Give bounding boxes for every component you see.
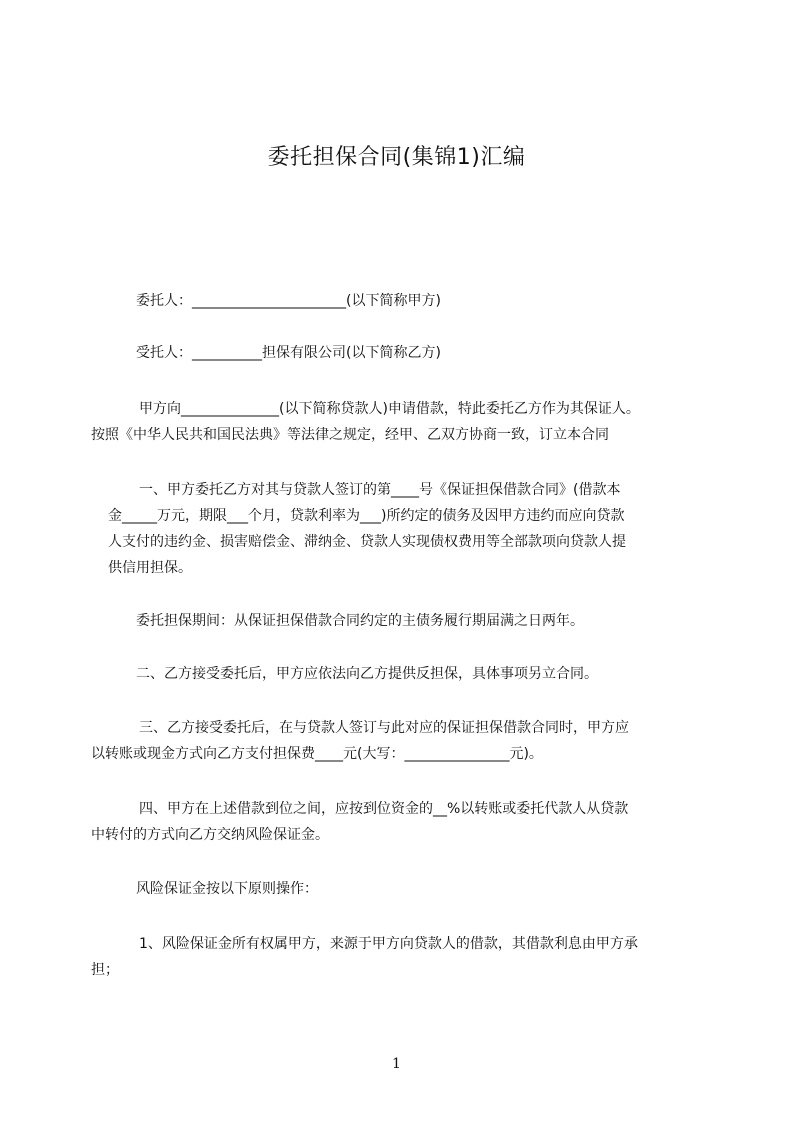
page-number: 1 [392, 1056, 401, 1072]
article-2-line: 二、乙方接受委托后，甲方应依法向乙方提供反担保，具体事项另立合同。 [136, 666, 598, 682]
article-3-line: 三、乙方接受委托后，在与贷款人签订与此对应的保证担保借款合同时，甲方应 [139, 720, 629, 736]
delegator-line: 委托人：______________________(以下简称甲方) [136, 293, 441, 309]
rule-1-line: 1、风险保证金所有权属甲方，来源于甲方向贷款人的借款，其借款利息由甲方承 [139, 936, 638, 952]
article-4-line: 四、甲方在上述借款到位之间，应按到位资金的__%以转账或委托代款人从贷款 [139, 801, 629, 817]
paragraph-line: 按照《中华人民共和国民法典》等法律之规定，经甲、乙双方协商一致，订立本合同 [91, 427, 609, 443]
article-1-line: 供信用担保。 [108, 560, 192, 576]
article-4-line: 中转付的方式向乙方交纳风险保证金。 [91, 827, 329, 843]
rule-1-line: 担； [91, 962, 119, 978]
guarantee-period-line: 委托担保期间：从保证担保借款合同约定的主债务履行期届满之日两年。 [136, 613, 584, 629]
trustee-line: 受托人：__________担保有限公司(以下简称乙方) [136, 345, 441, 361]
article-1-line: 人支付的违约金、损害赔偿金、滞纳金、贷款人实现债权费用等全部款项向贷款人提 [108, 534, 626, 550]
document-title: 委托担保合同(集锦1)汇编 [267, 145, 526, 170]
paragraph-line: 甲方向______________(以下简称贷款人)申请借款，特此委托乙方作为其保证人。 [139, 401, 640, 417]
article-3-line: 以转账或现金方式向乙方支付担保费____元(大写：_______________元)。 [91, 746, 543, 762]
article-1-line: 金_____万元，期限___个月，贷款利率为___)所约定的债务及因甲方违约而应向贷款 [108, 508, 625, 524]
risk-deposit-intro: 风险保证金按以下原则操作： [136, 881, 318, 897]
article-1-line: 一、甲方委托乙方对其与贷款人签订的第____号《保证担保借款合同》(借款本 [139, 482, 621, 498]
